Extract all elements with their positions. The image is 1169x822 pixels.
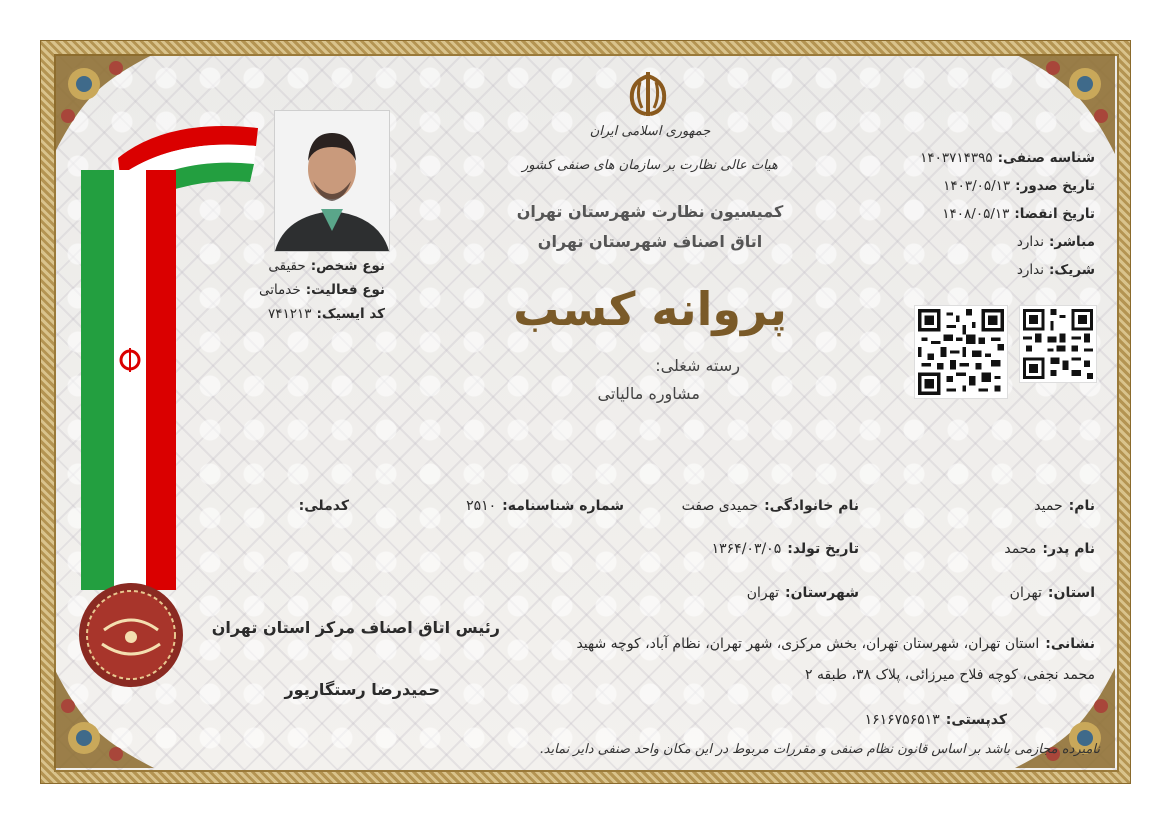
father-name-label: نام پدر:: [1042, 541, 1095, 557]
meta-label: تاریخ صدور:: [1015, 178, 1095, 194]
meta-row-partner: [875, 262, 1095, 290]
province-value: تهران: [1009, 585, 1042, 601]
meta-value: ندارد: [1016, 234, 1044, 250]
first-name-label: نام:: [1068, 498, 1095, 514]
meta-label: شناسه صنفی:: [997, 150, 1095, 166]
person-type-label: نوع شخص:: [310, 258, 385, 274]
last-name-value: حمیدی صفت: [681, 498, 759, 514]
footer-note: نامبرده مجازمی باشد بر اساس قانون نظام صنفی و مقررات مربوط در این مکان واحد صنفی دایر نماید.: [539, 742, 1100, 757]
license-meta: [875, 150, 1095, 290]
meta-row-guild-id: [875, 150, 1095, 178]
father-name-field: [1004, 541, 1095, 557]
commission-title: کمیسیون نظارت شهرستان تهران: [516, 202, 784, 221]
birth-date-field: [712, 541, 859, 557]
page-title: پروانه کسب: [513, 282, 787, 336]
person-info-block: [225, 258, 385, 330]
national-code-field: [293, 498, 349, 514]
meta-label: مباشر:: [1048, 234, 1095, 250]
national-code-label: کدملی:: [298, 498, 349, 514]
postal-code-label: کدپستی:: [945, 712, 1007, 728]
meta-value: ۱۴۰۳۷۱۴۳۹۵: [920, 150, 993, 166]
isic-value: ۷۴۱۲۱۳: [267, 306, 312, 322]
iran-emblem-icon: [622, 68, 674, 120]
father-name-value: محمد: [1004, 541, 1037, 557]
id-number-label: شماره شناسنامه:: [502, 498, 624, 514]
person-photo: [274, 110, 390, 252]
meta-label: شریک:: [1049, 262, 1095, 278]
meta-value: ۱۴۰۸/۰۵/۱۳: [942, 206, 1010, 222]
address-line2: محمد نجفی، کوچه فلاح میرزائی، پلاک ۳۸، طبقه ۲: [805, 667, 1095, 683]
chamber-title: اتاق اصناف شهرستان تهران: [537, 232, 763, 251]
job-category-value: مشاوره مالیاتی: [597, 384, 700, 403]
birth-date-value: ۱۳۶۴/۰۳/۰۵: [711, 541, 782, 557]
meta-value: ۱۴۰۳/۰۵/۱۳: [943, 178, 1011, 194]
province-label: استان:: [1047, 585, 1095, 601]
id-number-value: ۲۵۱۰: [466, 498, 497, 514]
meta-row-manager: [875, 234, 1095, 262]
iran-flag-ribbon-icon: [78, 98, 268, 598]
isic-label: کد ایسیک:: [316, 306, 385, 322]
postal-code-value: ۱۶۱۶۷۵۶۵۱۳: [864, 712, 940, 728]
city-label: شهرستان:: [784, 585, 859, 601]
province-field: [1010, 585, 1095, 601]
first-name-value: حمید: [1034, 498, 1063, 514]
qr-code-icon[interactable]: [1019, 305, 1097, 383]
first-name-field: [1034, 498, 1095, 514]
corner-ornament-icon: [1005, 54, 1115, 164]
birth-date-label: تاریخ تولد:: [787, 541, 859, 557]
person-type-value: حقیقی: [268, 258, 306, 274]
activity-type-row: [225, 282, 385, 306]
address-line1: استان تهران، شهرستان تهران، بخش مرکزی، شهر تهران، نظام آباد، کوچه شهید: [576, 636, 1040, 652]
signatory-name: حمیدرضا رستگارپور: [284, 680, 440, 699]
id-number-field: [466, 498, 624, 514]
qr-code-icon[interactable]: [914, 305, 1008, 399]
city-field: [747, 585, 859, 601]
activity-type-label: نوع فعالیت:: [305, 282, 385, 298]
address-field: [576, 636, 1095, 652]
isic-row: [225, 306, 385, 330]
meta-row-expiry-date: [875, 206, 1095, 234]
person-type-row: [225, 258, 385, 282]
ministry-seal-icon: [76, 580, 186, 690]
board-title: هیات عالی نظارت بر سازمان های صنفی کشور: [522, 158, 778, 173]
address-label: نشانی:: [1045, 636, 1095, 652]
republic-title: جمهوری اسلامی ایران: [589, 124, 711, 139]
postal-code-field: [865, 712, 1007, 728]
signatory-role: رئیس اتاق اصناف مرکز استان تهران: [211, 618, 500, 637]
last-name-label: نام خانوادگی:: [764, 498, 859, 514]
address-line2-row: [805, 667, 1095, 683]
meta-label: تاریخ انقضا:: [1014, 206, 1095, 222]
last-name-field: [682, 498, 859, 514]
city-value: تهران: [746, 585, 779, 601]
meta-row-issue-date: [875, 178, 1095, 206]
job-category-label: رسته شغلی:: [655, 356, 740, 375]
meta-value: ندارد: [1016, 262, 1045, 278]
activity-type-value: خدماتی: [258, 282, 301, 298]
